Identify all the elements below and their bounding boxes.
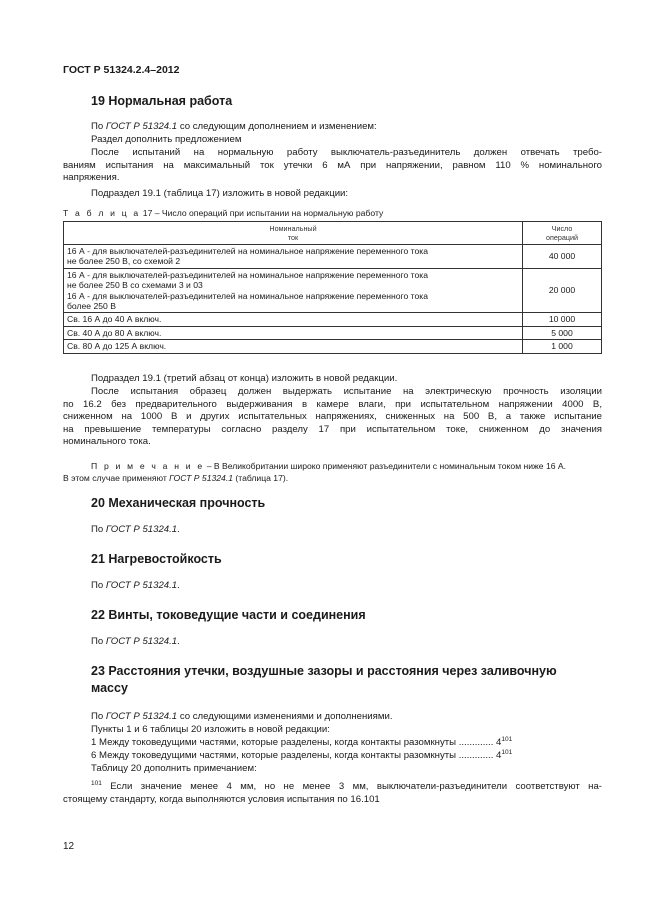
section-21-body	[91, 580, 601, 593]
header-text: Номинальный	[269, 224, 317, 233]
table-caption	[63, 207, 383, 220]
note-text: – В Великобритании широко применяют разъединители с номинальным током ниже 16 А.	[204, 461, 567, 471]
footnote-line: стоящему стандарту, когда выполняются условия испытания по 16.101	[63, 793, 380, 805]
table-header-row	[64, 222, 602, 245]
prefix: По	[91, 524, 106, 535]
paragraph-line: по 16.2 без предварительного выдерживания в камере влаги, при испытательном напряжении 4000 В,	[63, 398, 602, 410]
cell-line: 16 А - для выключателей-разъединителей на номинальное напряжение переменного тока	[67, 269, 428, 280]
section-19-title: 19 Нормальная работа	[91, 94, 233, 108]
section-19-note	[63, 460, 602, 484]
table-20-item-6	[91, 750, 601, 763]
prefix: По	[91, 580, 106, 591]
rated-current-cell	[64, 245, 523, 269]
rated-current-cell: Св. 16 А до 40 А включ.	[64, 313, 523, 326]
section-19-addition: Раздел дополнить предложением	[91, 134, 242, 145]
section-20-body	[91, 524, 601, 537]
note-line	[63, 472, 602, 484]
paragraph-line: сниженном на 1000 В и других испытательных напряжениях, сниженных на 500 В, а также испытание	[63, 411, 602, 423]
cell-line: 16 А - для выключателей-разъединителей на номинальное напряжение переменного тока	[67, 290, 428, 301]
header-operations	[523, 222, 602, 245]
section-19-paragraph-1	[63, 147, 602, 185]
section-23-intro	[91, 711, 601, 724]
operations-table	[63, 221, 602, 354]
paragraph-line: на превышение температуры согласно разделу 17 при испытательном токе, сниженном до значения	[63, 423, 602, 435]
footnote-mark: 101	[91, 780, 102, 787]
section-23-line: Пункты 1 и 6 таблицы 20 изложить в новой редакции:	[91, 724, 330, 735]
header-text: ток	[287, 233, 299, 242]
table-row	[64, 340, 602, 353]
note-text: В этом случае применяют	[63, 473, 170, 483]
footnote-ref: 101	[501, 749, 513, 756]
item-text: 1 Между токоведущими частями, которые разделены, когда контакты разомкнуты ............. 4	[91, 737, 502, 748]
section-23-title	[91, 663, 611, 697]
after-table-note: Подраздел 19.1 (третий абзац от конца) изложить в новой редакции.	[91, 373, 398, 384]
item-text: 6 Между токоведущими частями, которые разделены, когда контакты разомкнуты ............. 4	[91, 750, 502, 761]
prefix: По	[91, 121, 106, 132]
title-line: массу	[91, 681, 128, 695]
prefix: По	[91, 636, 106, 647]
footnote-ref: 101	[501, 736, 513, 743]
table-20-item-1	[91, 737, 601, 750]
cell-line: более 250 В	[67, 301, 116, 312]
prefix: По	[91, 711, 106, 722]
intro-rest: со следующим дополнением и изменением:	[177, 121, 377, 132]
table-20-footnote	[63, 781, 602, 806]
standard-header: ГОСТ Р 51324.2.4–2012	[63, 64, 180, 76]
section-23-line: Таблицу 20 дополнить примечанием:	[91, 763, 257, 774]
table-row	[64, 326, 602, 339]
title-line: 23 Расстояния утечки, воздушные зазоры и расстояния через заливочную	[91, 664, 557, 678]
note-lead: П р и м е ч а н и е	[91, 461, 205, 471]
note-line	[63, 460, 602, 472]
operations-cell: 40 000	[523, 245, 602, 269]
standard-reference: ГОСТ Р 51324.1	[105, 711, 178, 722]
standard-reference: ГОСТ Р 51324.1	[105, 121, 178, 132]
section-22-title: 22 Винты, токоведущие части и соединения	[91, 608, 366, 622]
section-22-body	[91, 636, 601, 649]
table-row	[64, 245, 602, 269]
standard-reference: ГОСТ Р 51324.1	[105, 636, 178, 647]
operations-cell: 10 000	[523, 313, 602, 326]
operations-cell: 20 000	[523, 268, 602, 313]
suffix: .	[177, 580, 180, 591]
paragraph-line: ваниям испытания на максимальный ток утечки 6 мА при напряжении, равном 110 % номинального	[63, 159, 602, 171]
standard-reference: ГОСТ Р 51324.1	[169, 473, 233, 483]
section-19-subsection-note: Подраздел 19.1 (таблица 17) изложить в новой редакции:	[91, 188, 349, 199]
rated-current-cell: Св. 40 А до 80 А включ.	[64, 326, 523, 339]
paragraph-line: напряжения.	[63, 172, 120, 184]
note-text: (таблица 17).	[233, 473, 289, 483]
paragraph-line: номинального тока.	[63, 436, 151, 448]
rated-current-cell: Св. 80 А до 125 А включ.	[64, 340, 523, 353]
section-19-paragraph-2	[63, 386, 602, 449]
section-21-title: 21 Нагревостойкость	[91, 552, 222, 566]
section-19-intro	[91, 121, 601, 134]
header-text: Число	[551, 224, 573, 233]
table-row	[64, 268, 602, 313]
table-caption-rest: 17 – Число операций при испытании на нормальную работу	[140, 208, 384, 218]
rated-current-cell	[64, 268, 523, 313]
paragraph-line: После испытания образец должен выдержать испытание на электрическую прочность изоляции	[91, 386, 602, 397]
header-rated-current	[64, 222, 523, 245]
footnote-text: Если значение менее 4 мм, но не менее 3 мм, выключатели-разъединители соответствуют на-	[101, 781, 602, 792]
cell-line: не более 250 В, со схемой 2	[67, 256, 181, 267]
paragraph-line: После испытаний на нормальную работу выключатель-разъединитель должен отвечать требо-	[91, 147, 602, 158]
standard-reference: ГОСТ Р 51324.1	[105, 524, 178, 535]
suffix: .	[177, 636, 180, 647]
table-row	[64, 313, 602, 326]
cell-line: не более 250 В со схемами 3 и 03	[67, 280, 203, 291]
operations-cell: 1 000	[523, 340, 602, 353]
suffix: .	[177, 524, 180, 535]
intro-rest: со следующими изменениями и дополнениями.	[177, 711, 393, 722]
table-caption-lead: Т а б л и ц а	[63, 208, 141, 218]
section-20-title: 20 Механическая прочность	[91, 496, 266, 510]
footnote-line	[63, 781, 602, 794]
header-text: операций	[545, 233, 579, 242]
operations-cell: 5 000	[523, 326, 602, 339]
cell-line: 16 А - для выключателей-разъединителей на номинальное напряжение переменного тока	[67, 246, 428, 256]
standard-reference: ГОСТ Р 51324.1	[105, 580, 178, 591]
page-number: 12	[63, 841, 75, 852]
